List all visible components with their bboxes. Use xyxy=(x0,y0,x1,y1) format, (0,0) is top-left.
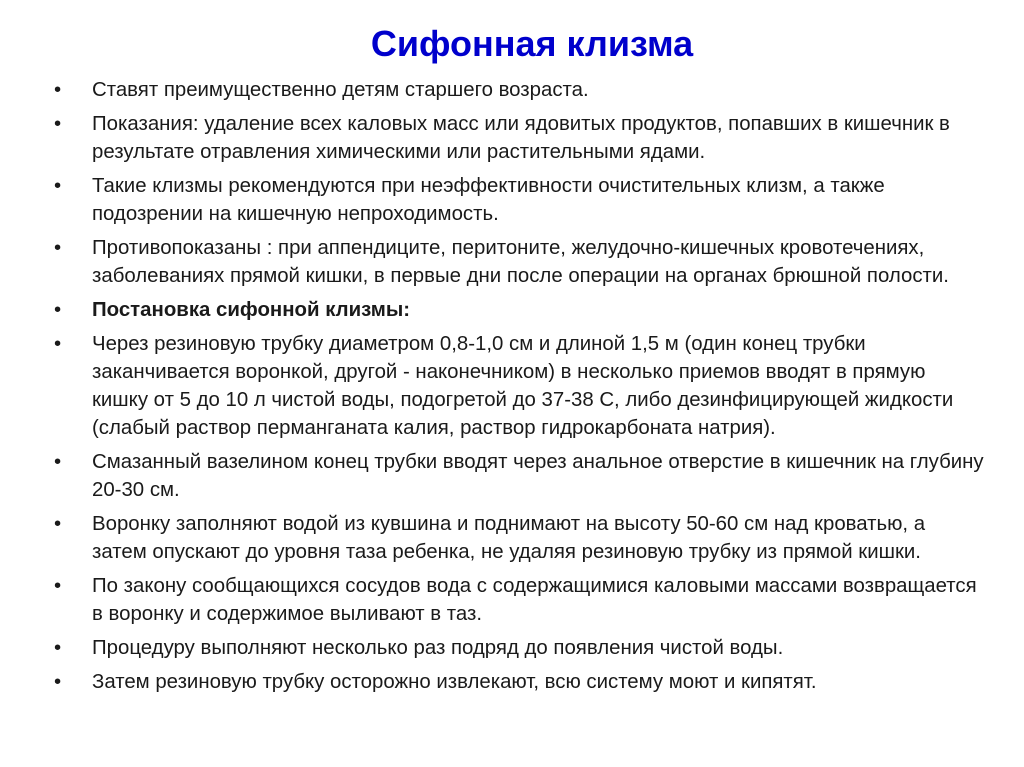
bullet-icon: • xyxy=(54,237,62,259)
bullet-icon: • xyxy=(54,79,62,101)
bullet-item-10 xyxy=(54,668,984,696)
bullet-text: Ставят преимущественно детям старшего возраста. xyxy=(92,79,589,101)
bullet-item-9 xyxy=(54,634,984,662)
bullet-item-5 xyxy=(54,330,984,442)
bullet-icon: • xyxy=(54,637,62,659)
bullet-icon: • xyxy=(54,175,62,197)
bullet-item-1 xyxy=(54,110,984,166)
bullet-icon: • xyxy=(54,333,62,355)
bullet-text: Постановка сифонной клизмы: xyxy=(92,299,411,321)
bullet-text: Процедуру выполняют несколько раз подряд до появления чистой воды. xyxy=(92,637,784,659)
bullet-text: По закону сообщающихся сосудов вода с содержащимися каловыми массами возвращается в воронку и содержимое выливают в таз. xyxy=(92,575,977,625)
bullet-text: Смазанный вазелином конец трубки вводят через анальное отверстие в кишечник на глубину 20-30 см. xyxy=(92,451,984,501)
bullet-text: Показания: удаление всех каловых масс или ядовитых продуктов, попавших в кишечник в результате отравления химическими или растительными ядами. xyxy=(92,113,950,163)
bullet-item-0 xyxy=(54,76,984,104)
bullet-icon: • xyxy=(54,113,62,135)
bullet-text: Противопоказаны : при аппендиците, перитоните, желудочно-кишечных кровотечениях, заболеваниях прямой кишки, в первые дни после операции на органах брюшной полости. xyxy=(92,237,949,287)
bullet-icon: • xyxy=(54,671,62,693)
bullet-icon: • xyxy=(54,451,62,473)
bullet-item-6 xyxy=(54,448,984,504)
slide-title: Сифонная клизма xyxy=(370,23,694,64)
bullet-list xyxy=(54,76,984,702)
bullet-text: Такие клизмы рекомендуются при неэффективности очистительных клизм, а также подозрении на кишечную непроходимость. xyxy=(92,175,885,225)
bullet-text: Затем резиновую трубку осторожно извлекают, всю систему моют и кипятят. xyxy=(92,671,817,693)
bullet-item-3 xyxy=(54,234,984,290)
bullet-icon: • xyxy=(54,575,62,597)
bullet-text: Через резиновую трубку диаметром 0,8-1,0 см и длиной 1,5 м (один конец трубки заканчивается воронкой, другой - наконечником) в несколько приемов вводят в прямую кишку от 5 до 10 л чистой воды, подогретой до 37-38 С, либо дезинфицирующей жидкости (слабый раствор перманганата калия, раствор гидрокарбоната натрия). xyxy=(92,333,954,439)
bullet-item-2 xyxy=(54,172,984,228)
bullet-item-8 xyxy=(54,572,984,628)
bullet-text: Воронку заполняют водой из кувшина и поднимают на высоту 50-60 см над кроватью, а затем опускают до уровня таза ребенка, не удаляя резиновую трубку из прямой кишки. xyxy=(92,513,926,563)
bullet-icon: • xyxy=(54,513,62,535)
bullet-item-7 xyxy=(54,510,984,566)
bullet-icon: • xyxy=(54,299,62,321)
bullet-item-4-heading xyxy=(54,296,984,324)
